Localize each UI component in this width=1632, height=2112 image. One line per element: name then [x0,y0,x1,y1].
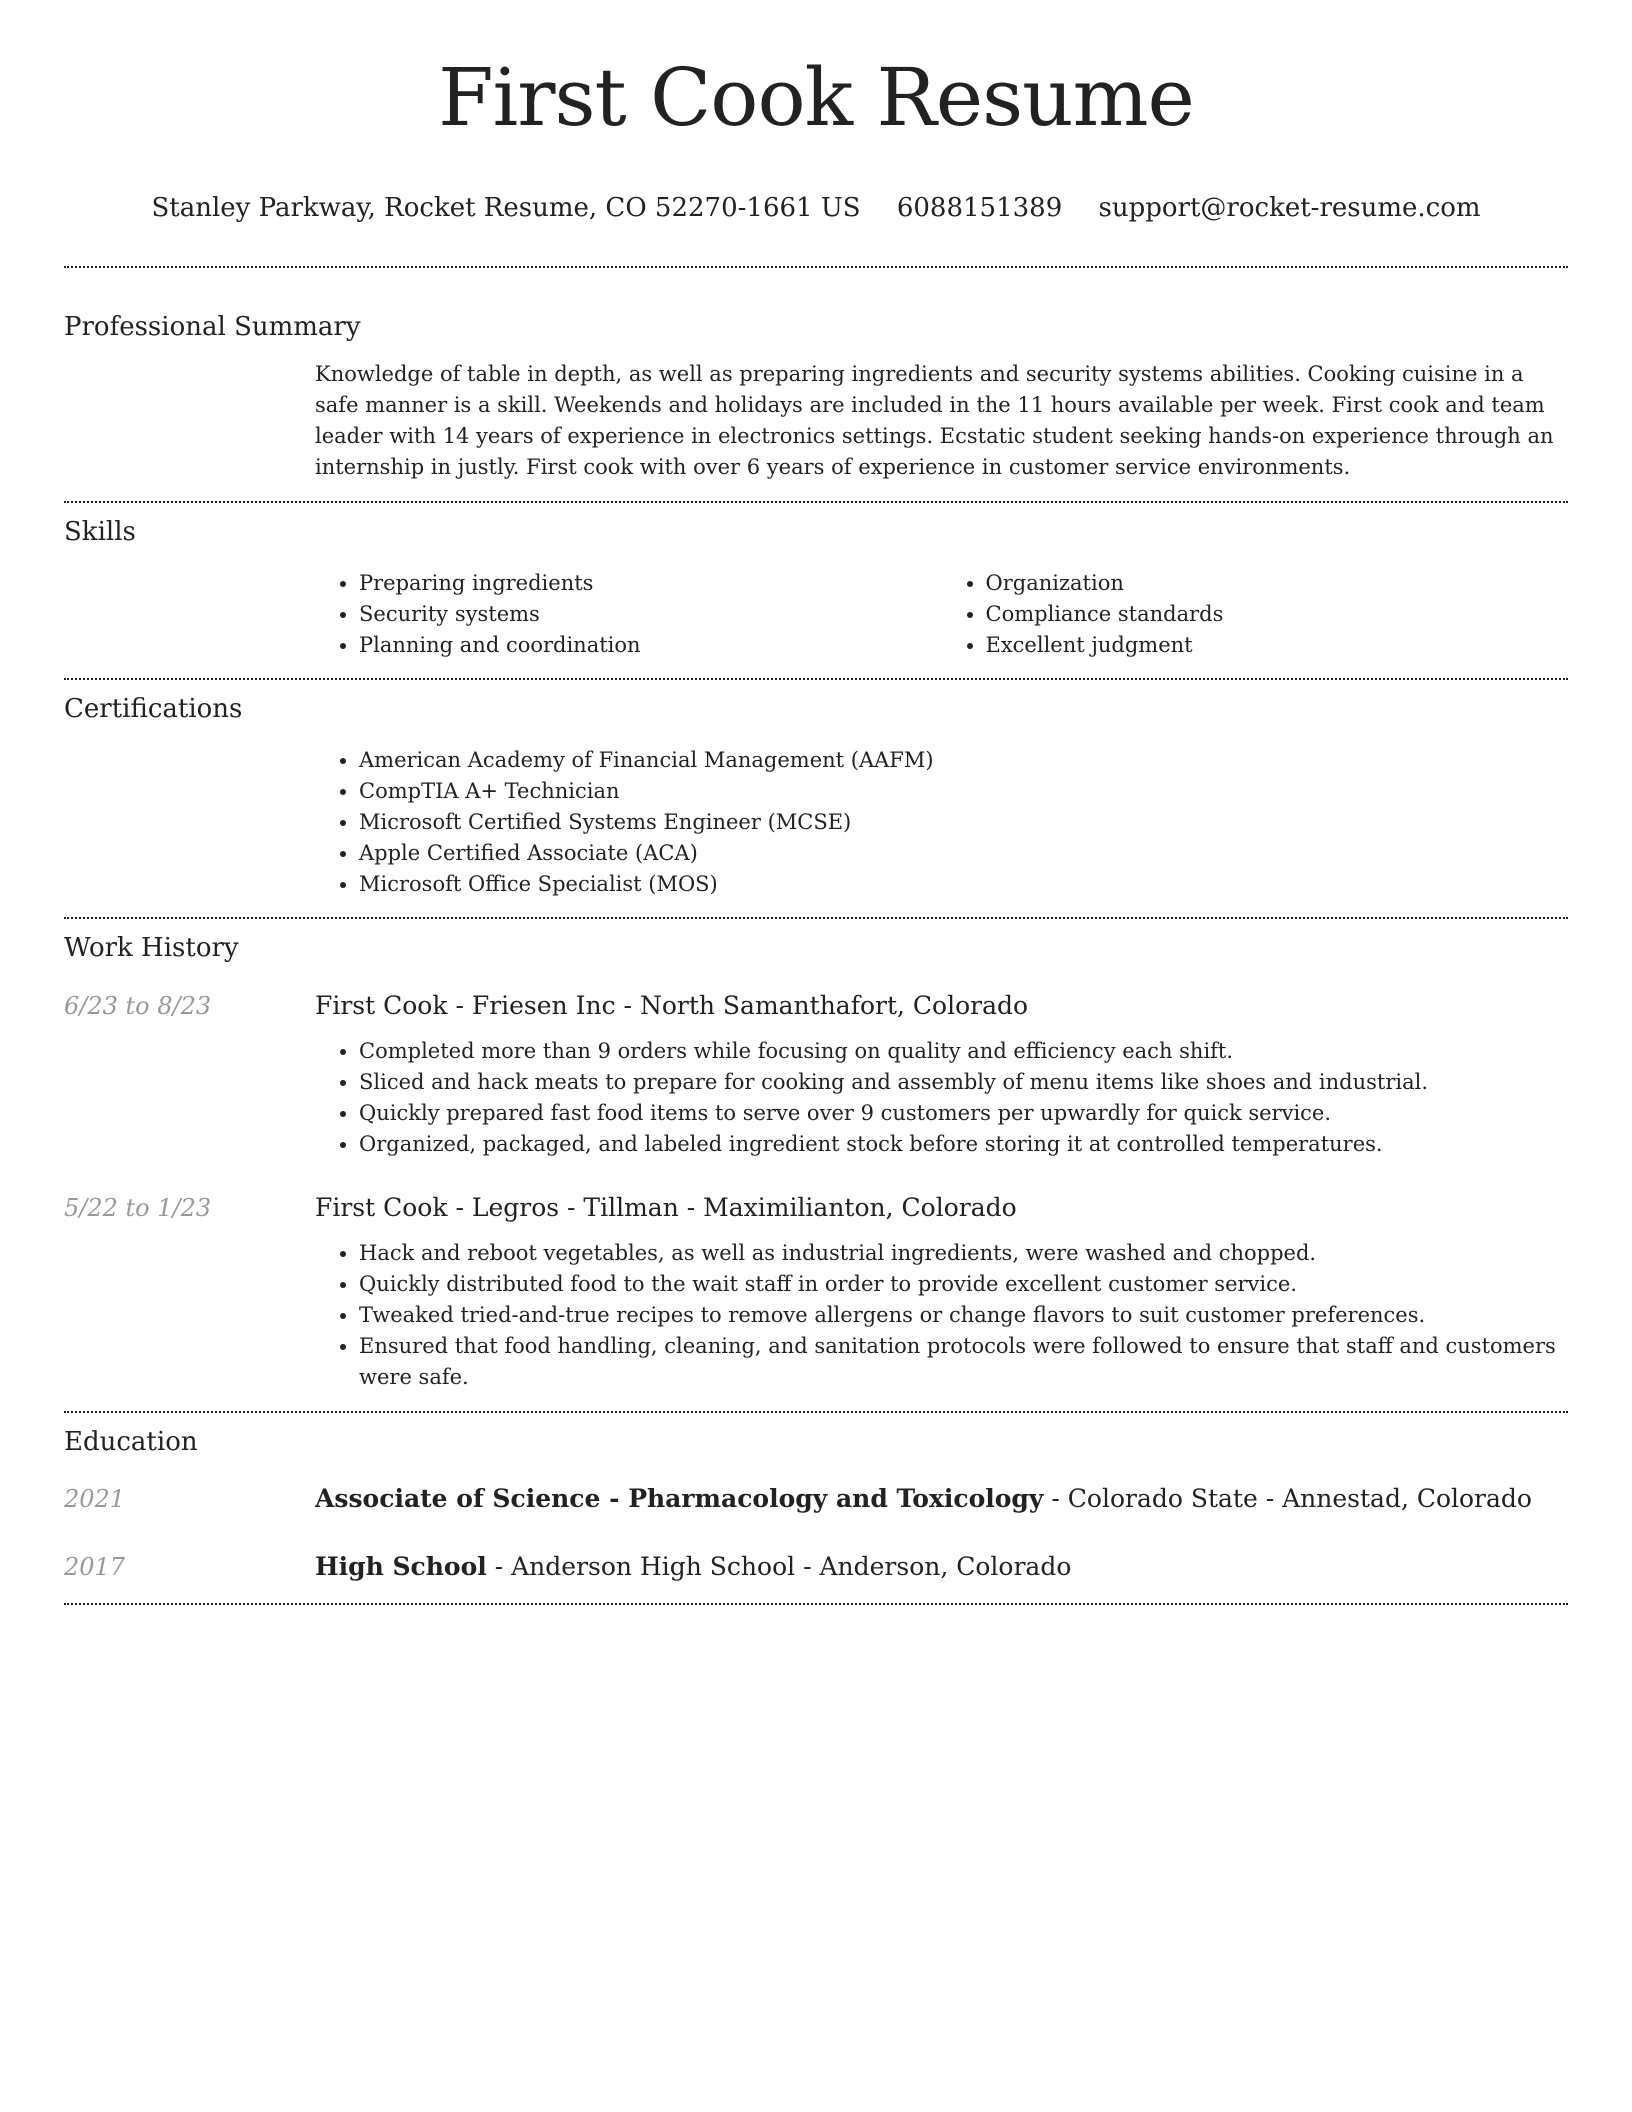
contact-email[interactable]: support@rocket-resume.com [1098,193,1481,223]
list-item: • Excellent judgment [986,630,1569,661]
certifications-list [315,745,1568,900]
job-bullets [315,1036,1568,1160]
list-item: • Security systems [359,599,942,630]
job-company: Friesen Inc [471,991,616,1020]
separator: - [447,1193,472,1222]
list-item: • Completed more than 9 orders while focusing on quality and efficiency each shift. [359,1036,1568,1067]
summary-heading: Professional Summary [64,312,361,342]
list-item: • American Academy of Financial Management (AAFM) [359,745,1568,776]
education-entry [64,1481,1568,1517]
education-year: 2021 [64,1485,126,1513]
separator: - [615,991,640,1020]
job-title: First Cook [315,991,448,1020]
resume-title: First Cook Resume [438,51,1194,144]
skills-heading: Skills [64,517,136,547]
list-item: • Quickly distributed food to the wait staff in order to provide excellent customer service. [359,1269,1568,1300]
job-dates: 5/22 to 1/23 [64,1194,212,1222]
job-entry [64,988,1568,1160]
summary-text: Knowledge of table in depth, as well as preparing ingredients and security systems abilities. Cooking cuisine in a safe manner is a skill. Weekends and holidays are included in the 11 hours available per week. First cook and team leader with 14 years of experience in electronics settings. Ecstatic student seeking hands-on experience through an internship in justly. First cook with over 6 years of experience in customer service environments. [315,362,1554,479]
education-degree: High School [315,1552,487,1581]
contact-line [64,190,1568,226]
skills-grid [315,568,1568,661]
job-company: Legros - Tillman [471,1193,679,1222]
job-bullets [315,1238,1568,1393]
work-history-section [64,919,1568,1393]
job-title: First Cook [315,1193,448,1222]
certifications-heading: Certifications [64,694,243,724]
list-item: • Compliance standards [986,599,1569,630]
separator: - [678,1193,704,1222]
list-item: • Microsoft Certified Systems Engineer (MCSE) [359,807,1568,838]
list-item: • Tweaked tried-and-true recipes to remove allergens or change flavors to suit customer preferences. [359,1300,1568,1331]
job-dates: 6/23 to 8/23 [64,992,212,1020]
education-details: - Anderson High School - Anderson, Colorado [486,1552,1072,1581]
work-history-heading: Work History [64,933,239,963]
education-entry [64,1549,1568,1585]
list-item: • Hack and reboot vegetables, as well as industrial ingredients, were washed and chopped. [359,1238,1568,1269]
education-degree: Associate of Science - Pharmacology and Toxicology [315,1484,1044,1513]
list-item: • Organization [986,568,1569,599]
education-details: - Colorado State - Annestad, Colorado [1043,1484,1532,1513]
resume-page [64,0,1568,1605]
contact-phone: 6088151389 [896,193,1063,223]
list-item: • Sliced and hack meats to prepare for cooking and assembly of menu items like shoes and industrial. [359,1067,1568,1098]
list-item: • Ensured that food handling, cleaning, and sanitation protocols were followed to ensure that staff and customers were safe. [359,1331,1568,1393]
certifications-section [64,680,1568,900]
skills-section [64,503,1568,661]
separator: - [447,991,472,1020]
divider [64,1603,1568,1605]
list-item: • Organized, packaged, and labeled ingredient stock before storing it at controlled temperatures. [359,1129,1568,1160]
skills-list-right [942,568,1569,661]
education-section [64,1413,1568,1585]
list-item: • Microsoft Office Specialist (MOS) [359,869,1568,900]
education-title-line [315,1481,1568,1517]
education-title-line [315,1549,1568,1585]
list-item: • Preparing ingredients [359,568,942,599]
education-year: 2017 [64,1553,126,1581]
education-heading: Education [64,1427,198,1457]
job-title-line [315,1190,1568,1226]
job-location: Maximilianton, Colorado [703,1193,1017,1222]
contact-address: Stanley Parkway, Rocket Resume, CO 52270-1661 US [151,193,861,223]
list-item: • CompTIA A+ Technician [359,776,1568,807]
job-location: North Samanthafort, Colorado [639,991,1029,1020]
job-title-line [315,988,1568,1024]
skills-list-left [315,568,942,661]
list-item: • Apple Certified Associate (ACA) [359,838,1568,869]
list-item: • Quickly prepared fast food items to serve over 9 customers per upwardly for quick service. [359,1098,1568,1129]
summary-section [64,268,1568,483]
list-item: • Planning and coordination [359,630,942,661]
job-entry [64,1190,1568,1393]
